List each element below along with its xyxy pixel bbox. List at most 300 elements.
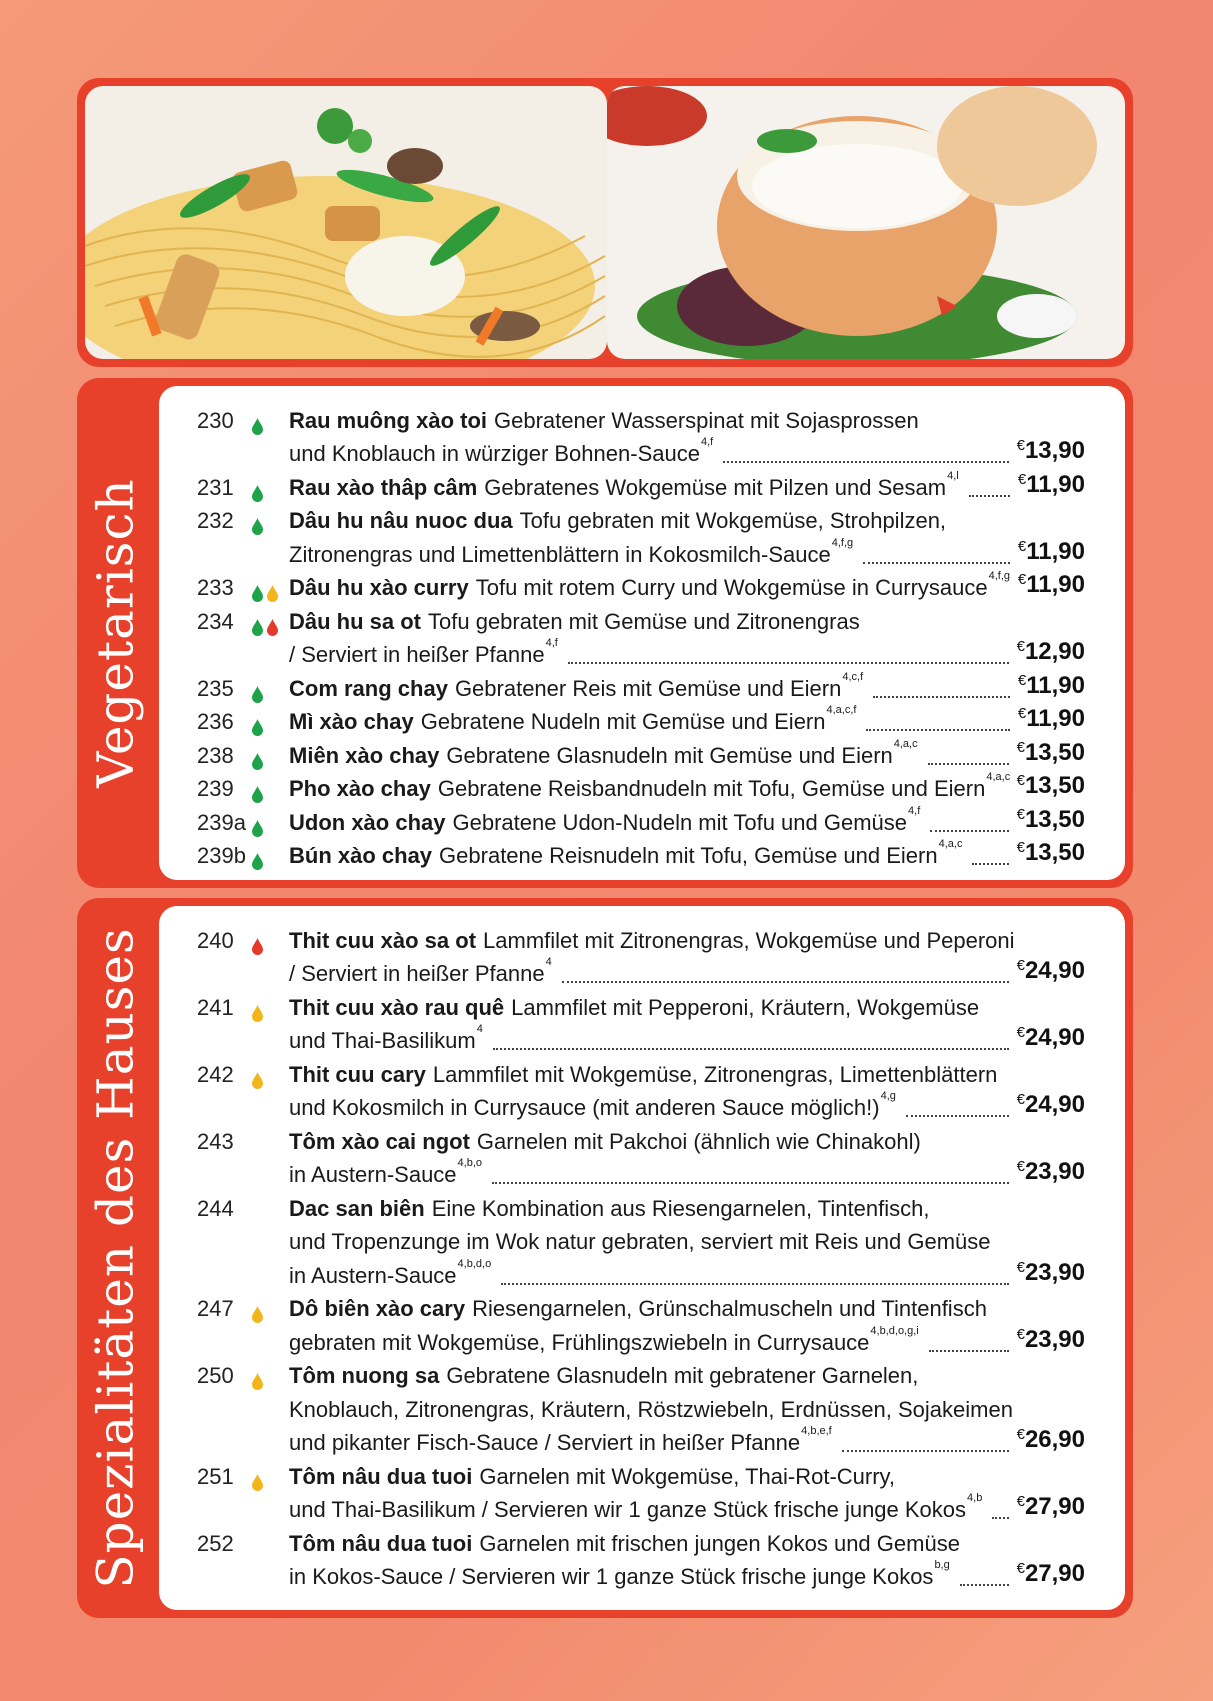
price-value: 24,90 (1024, 1024, 1085, 1051)
vegetarian-leaf-icon (251, 515, 263, 531)
item-name: Bún xào chay (289, 843, 433, 868)
dietary-marks (251, 683, 263, 699)
item-description-line (289, 737, 918, 769)
vegetarian-leaf-icon (251, 616, 263, 632)
dietary-marks (251, 582, 278, 598)
dot-leader (929, 1350, 1009, 1352)
dot-leader (562, 981, 1009, 983)
menu-item (159, 603, 1125, 670)
item-price (1017, 740, 1085, 769)
item-description: Eine Kombination aus Riesengarnelen, Tintenfisch, (431, 1195, 930, 1221)
item-price (1018, 472, 1085, 501)
item-name: Thit cuu xào rau quê (289, 994, 505, 1020)
dietary-marks (251, 482, 263, 498)
dot-leader (873, 696, 1010, 698)
dot-leader (492, 1182, 1009, 1184)
euro-sign: € (1016, 1158, 1025, 1175)
coconut-rice-photo (607, 86, 1125, 359)
dietary-marks (251, 817, 263, 833)
allergen-codes: 4,g (880, 1090, 896, 1102)
dietary-marks (251, 750, 263, 766)
menu-item-line (159, 402, 1125, 436)
item-price (1018, 539, 1085, 568)
price-value: 24,90 (1024, 1091, 1085, 1118)
item-description-line (289, 1363, 918, 1389)
spezialitaeten-section (77, 898, 1133, 1618)
menu-item-line (159, 1291, 1125, 1325)
item-name: Dac san biên (289, 1195, 425, 1221)
item-name: Dô biên xào cary (289, 1296, 466, 1321)
euro-sign: € (1016, 437, 1025, 454)
item-description: und Tropenzunge im Wok natur gebraten, serviert mit Reis und Gemüse (289, 1229, 991, 1254)
item-description: Knoblauch, Zitronengras, Kräutern, Röstzwiebeln, Erdnüssen, Sojakeimen (289, 1396, 1013, 1422)
menu-item-line (159, 1358, 1125, 1392)
price-value: 27,90 (1024, 1493, 1085, 1520)
vegetarian-leaf-icon (251, 850, 263, 866)
mild-chili-icon (251, 1303, 263, 1319)
mild-chili-icon (251, 1471, 263, 1487)
euro-sign: € (1016, 1024, 1025, 1041)
item-price (1017, 773, 1085, 802)
item-name: Com rang chay (289, 675, 448, 701)
dietary-marks (251, 935, 263, 951)
item-number: 239 (197, 776, 234, 801)
allergen-codes: 4,a,c (986, 771, 1011, 783)
euro-sign: € (1016, 738, 1025, 756)
item-description-line (289, 1464, 895, 1490)
mild-chili-icon (251, 1370, 263, 1386)
dot-leader (723, 461, 1009, 463)
item-description-line (289, 570, 1011, 601)
item-description-line (289, 536, 854, 568)
item-name: Tôm nâu dua tuoi (289, 1463, 473, 1489)
item-name: Rau muông xào toi (289, 407, 487, 433)
menu-item-line (159, 1525, 1125, 1559)
euro-sign: € (1016, 638, 1025, 655)
menu-item (159, 704, 1125, 738)
euro-sign: € (1017, 671, 1027, 689)
item-number: 241 (197, 994, 234, 1020)
dietary-marks (251, 616, 278, 632)
allergen-codes: 4,f (700, 436, 714, 448)
menu-item (159, 670, 1125, 704)
dot-leader (568, 662, 1009, 664)
item-description-line (289, 1129, 921, 1155)
allergen-codes: 4 (476, 1023, 483, 1035)
menu-item (159, 1458, 1125, 1525)
item-description-line (289, 771, 1011, 802)
allergen-codes: 4,f (545, 637, 558, 649)
fried-noodles-photo (85, 86, 607, 359)
menu-item (159, 1190, 1125, 1291)
dot-leader (501, 1283, 1009, 1285)
item-number: 242 (197, 1061, 234, 1087)
item-name: Thit cuu xào sa ot (289, 927, 477, 953)
spezialitaeten-item-list (159, 922, 1125, 1592)
allergen-codes: 4,l (947, 469, 959, 482)
item-number: 250 (197, 1363, 234, 1388)
menu-item (159, 1291, 1125, 1358)
menu-item-line (159, 637, 1125, 671)
euro-sign: € (1016, 772, 1025, 789)
menu-item-line (159, 771, 1125, 805)
item-description: Gebratener Wasserspinat mit Sojasprossen (494, 407, 919, 433)
item-price (1017, 1025, 1085, 1054)
menu-item-line (159, 570, 1125, 604)
menu-item-line (159, 503, 1125, 537)
dietary-marks (251, 1069, 263, 1085)
price-value: 13,90 (1024, 437, 1085, 464)
item-description-line (289, 928, 1015, 954)
item-number: 252 (197, 1530, 234, 1556)
menu-item-line (159, 1257, 1125, 1291)
price-value: 23,90 (1024, 1258, 1085, 1286)
allergen-codes: 4 (545, 956, 552, 968)
allergen-codes: 4,b,e,f (801, 1425, 832, 1437)
vegetarian-leaf-icon (251, 582, 263, 598)
menu-item-line (159, 1190, 1125, 1224)
item-number: 234 (197, 608, 234, 634)
menu-item (159, 838, 1125, 872)
vegetarisch-side-title (77, 378, 155, 888)
euro-sign: € (1016, 957, 1025, 974)
item-price (1018, 572, 1085, 601)
vegetarian-leaf-icon (251, 783, 263, 799)
item-description-line (289, 1397, 1013, 1423)
item-description: Gebratene Udon-Nudeln mit Tofu und Gemüse (452, 809, 908, 835)
vegetarian-leaf-icon (251, 415, 263, 431)
vegetarian-leaf-icon (251, 750, 263, 766)
item-description: Garnelen mit Wokgemüse, Thai-Rot-Curry, (479, 1463, 896, 1489)
item-number: 238 (197, 742, 234, 768)
item-number: 233 (197, 575, 234, 600)
menu-item (159, 570, 1125, 604)
item-description-line (289, 436, 714, 467)
item-description-line (289, 1229, 991, 1255)
allergen-codes: b,g (934, 1559, 950, 1571)
menu-item (159, 402, 1125, 469)
item-name: Rau xào thâp câm (289, 474, 478, 500)
item-description-line (289, 1023, 483, 1054)
dietary-marks (251, 1002, 263, 1018)
dietary-marks (251, 1370, 263, 1386)
menu-item-line (159, 956, 1125, 990)
item-description: Gebratene Nudeln mit Gemüse und Eiern (420, 709, 826, 734)
price-value: 11,90 (1026, 705, 1085, 732)
item-description-line (289, 609, 860, 635)
item-description: und Kokosmilch in Currysauce (mit anderen Sauce möglich!) (289, 1095, 880, 1120)
item-description: Riesengarnelen, Grünschalmuscheln und Tintenfisch (472, 1296, 987, 1321)
menu-item-line (159, 1056, 1125, 1090)
menu-item (159, 989, 1125, 1056)
item-price (1017, 1327, 1085, 1356)
item-description-line (289, 1257, 492, 1289)
item-description: Garnelen mit Pakchoi (ähnlich wie Chinakohl) (476, 1128, 921, 1154)
menu-item-line (159, 536, 1125, 570)
item-description: in Austern-Sauce (289, 1262, 457, 1288)
item-description: in Austern-Sauce (289, 1162, 457, 1187)
menu-item-line (159, 469, 1125, 503)
menu-item-line (159, 1391, 1125, 1425)
dot-leader (842, 1450, 1009, 1452)
allergen-codes: 4,b (967, 1492, 983, 1504)
item-description: und Thai-Basilikum (289, 1028, 476, 1053)
item-description: gebraten mit Wokgemüse, Frühlingszwiebeln in Currysauce (289, 1329, 870, 1355)
menu-item-line (159, 1492, 1125, 1526)
allergen-codes: 4,b,d,o (457, 1257, 492, 1270)
menu-item (159, 771, 1125, 805)
item-number: 244 (197, 1195, 234, 1221)
dot-leader (992, 1517, 1009, 1519)
euro-sign: € (1016, 1493, 1025, 1510)
item-number: 236 (197, 709, 234, 734)
price-value: 23,90 (1024, 1325, 1085, 1353)
item-description: Lammfilet mit Zitronengras, Wokgemüse und Peperoni (483, 927, 1015, 953)
menu-item (159, 1123, 1125, 1190)
vegetarian-leaf-icon (251, 683, 263, 699)
allergen-codes: 4,b,d,o,g,i (870, 1324, 919, 1337)
item-description: Lammfilet mit Pepperoni, Kräutern, Wokgemüse (511, 994, 980, 1020)
dietary-marks (251, 783, 263, 799)
menu-item-line (159, 603, 1125, 637)
item-number: 231 (197, 474, 234, 500)
allergen-codes: 4,a,c,f (826, 704, 857, 716)
item-name: Tôm nâu dua tuoi (289, 1530, 473, 1556)
price-value: 27,90 (1024, 1560, 1085, 1587)
hot-chili-icon (266, 616, 278, 632)
item-description-line (289, 804, 921, 836)
menu-item-line (159, 1559, 1125, 1593)
euro-sign: € (1016, 805, 1025, 823)
menu-item-line (159, 704, 1125, 738)
allergen-codes: 4,a,c (938, 838, 963, 850)
item-price (1017, 1427, 1085, 1456)
price-value: 13,50 (1024, 805, 1085, 833)
photo-strip (77, 78, 1133, 367)
item-name: Dâu hu nâu nuoc dua (289, 508, 513, 533)
vegetarisch-panel (159, 386, 1125, 880)
item-description: Gebratene Reisbandnudeln mit Tofu, Gemüse und Eiern (437, 776, 986, 801)
item-name: Udon xào chay (289, 809, 446, 835)
allergen-codes: 4,f,g (988, 570, 1011, 582)
item-description-line (289, 995, 979, 1021)
menu-item-line (159, 1425, 1125, 1459)
item-price (1017, 807, 1085, 836)
item-description-line (289, 1531, 960, 1557)
item-name: Dâu hu sa ot (289, 608, 422, 634)
mild-chili-icon (251, 1002, 263, 1018)
item-description: Gebratene Glasnudeln mit gebratener Garnelen, (446, 1363, 919, 1388)
menu-item (159, 1358, 1125, 1459)
dietary-marks (251, 1303, 263, 1319)
item-description-line (289, 1324, 919, 1356)
dot-leader (972, 863, 1009, 865)
item-description: Gebratene Reisnudeln mit Tofu, Gemüse und Eiern (439, 843, 938, 868)
allergen-codes: 4,f (908, 804, 921, 817)
spezialitaeten-panel (159, 906, 1125, 1610)
dietary-marks (251, 1471, 263, 1487)
item-description-line (289, 670, 864, 702)
euro-sign: € (1016, 1325, 1025, 1343)
item-name: Tôm nuong sa (289, 1363, 440, 1388)
vegetarisch-item-list (159, 402, 1125, 871)
price-value: 26,90 (1024, 1426, 1085, 1453)
item-description-line (289, 1425, 832, 1456)
menu-item (159, 469, 1125, 503)
item-number: 243 (197, 1128, 234, 1154)
price-value: 13,50 (1024, 738, 1085, 766)
allergen-codes: 4,a,c (893, 737, 918, 750)
section-title: Vegetarisch (87, 478, 145, 788)
menu-item-line (159, 989, 1125, 1023)
item-description-line (289, 637, 558, 668)
menu-item-line (159, 1157, 1125, 1191)
item-description-line (289, 838, 963, 869)
item-description-line (289, 1492, 983, 1523)
dot-leader (866, 729, 1010, 731)
item-description: in Kokos-Sauce / Servieren wir 1 ganze Stück frische junge Kokos (289, 1564, 934, 1589)
item-name: Dâu hu xào curry (289, 575, 469, 600)
euro-sign: € (1016, 839, 1025, 856)
item-price (1017, 840, 1085, 869)
menu-item-line (159, 804, 1125, 838)
item-price (1017, 1159, 1085, 1188)
mild-chili-icon (251, 1069, 263, 1085)
menu-item-line (159, 1324, 1125, 1358)
mild-chili-icon (266, 582, 278, 598)
spezialitaeten-side-title (77, 898, 155, 1618)
item-description-line (289, 408, 919, 434)
item-description: Gebratenes Wokgemüse mit Pilzen und Sesam (484, 474, 947, 500)
menu-item (159, 1525, 1125, 1592)
menu-item-line (159, 737, 1125, 771)
vegetarian-leaf-icon (251, 482, 263, 498)
item-number: 230 (197, 407, 234, 433)
item-price (1018, 673, 1085, 702)
item-description: Garnelen mit frischen jungen Kokos und Gemüse (479, 1530, 960, 1556)
dietary-marks (251, 850, 263, 866)
price-value: 13,50 (1024, 772, 1085, 799)
item-number: 235 (197, 675, 234, 701)
price-value: 13,50 (1024, 839, 1085, 866)
item-price (1017, 1494, 1085, 1523)
menu-item-line (159, 838, 1125, 872)
item-description: / Serviert in heißer Pfanne (289, 642, 545, 667)
euro-sign: € (1017, 571, 1027, 588)
item-description: und Knoblauch in würziger Bohnen-Sauce (289, 441, 700, 466)
item-price (1017, 639, 1085, 668)
euro-sign: € (1017, 537, 1027, 555)
item-description: und Thai-Basilikum / Servieren wir 1 ganze Stück frische junge Kokos (289, 1497, 967, 1522)
section-title: Spezialitäten des Hauses (87, 927, 145, 1589)
allergen-codes: 4,b,o (457, 1157, 483, 1169)
item-name: Mì xào chay (289, 709, 414, 734)
menu-item (159, 737, 1125, 771)
euro-sign: € (1016, 1560, 1025, 1577)
euro-sign: € (1017, 470, 1027, 488)
vegetarisch-section (77, 378, 1133, 888)
item-name: Miên xào chay (289, 742, 440, 768)
item-description-line (289, 1196, 929, 1222)
item-description-line (289, 1090, 896, 1121)
item-name: Pho xào chay (289, 776, 431, 801)
item-description: Lammfilet mit Wokgemüse, Zitronengras, Limettenblättern (432, 1061, 998, 1087)
item-name: Tôm xào cai ngot (289, 1128, 470, 1154)
item-description-line (289, 956, 552, 987)
price-value: 11,90 (1026, 537, 1085, 565)
menu-item-line (159, 436, 1125, 470)
vegetarian-leaf-icon (251, 817, 263, 833)
menu-item (159, 503, 1125, 570)
price-value: 23,90 (1024, 1158, 1085, 1185)
euro-sign: € (1016, 1258, 1025, 1276)
dietary-marks (251, 515, 263, 531)
menu-item-line (159, 1224, 1125, 1258)
dietary-marks (251, 716, 263, 732)
price-value: 24,90 (1024, 957, 1085, 984)
vegetarian-leaf-icon (251, 716, 263, 732)
item-description: Gebratene Glasnudeln mit Gemüse und Eiern (446, 742, 893, 768)
menu-item-line (159, 1123, 1125, 1157)
item-description: Tofu gebraten mit Wokgemüse, Strohpilzen, (519, 508, 947, 533)
item-name: Thit cuu cary (289, 1061, 426, 1087)
allergen-codes: 4,f,g (831, 536, 854, 549)
item-description: Zitronengras und Limettenblättern in Kokosmilch-Sauce (289, 541, 831, 567)
menu-item-line (159, 1090, 1125, 1124)
allergen-codes: 4,c,f (842, 670, 864, 683)
item-price (1017, 958, 1085, 987)
item-number: 247 (197, 1296, 234, 1321)
item-number: 251 (197, 1463, 234, 1489)
menu-item-line (159, 1023, 1125, 1057)
item-description: Tofu mit rotem Curry und Wokgemüse in Currysauce (475, 575, 988, 600)
menu-item-line (159, 670, 1125, 704)
item-description-line (289, 1157, 483, 1188)
menu-item (159, 922, 1125, 989)
item-description-line (289, 704, 857, 735)
euro-sign: € (1016, 1091, 1025, 1108)
item-description: Gebratener Reis mit Gemüse und Eiern (454, 675, 842, 701)
euro-sign: € (1017, 705, 1027, 722)
menu-item (159, 804, 1125, 838)
hot-chili-icon (251, 935, 263, 951)
euro-sign: € (1016, 1426, 1025, 1443)
item-price (1018, 706, 1085, 735)
dot-leader (906, 1115, 1009, 1117)
item-description-line (289, 1559, 950, 1590)
price-value: 11,90 (1026, 470, 1085, 498)
price-value: 12,90 (1024, 638, 1085, 665)
item-price (1017, 1092, 1085, 1121)
dot-leader (493, 1048, 1009, 1050)
item-number: 232 (197, 508, 234, 533)
item-description: und pikanter Fisch-Sauce / Serviert in heißer Pfanne (289, 1430, 801, 1455)
item-number: 240 (197, 927, 234, 953)
item-price (1017, 1561, 1085, 1590)
menu-item (159, 1056, 1125, 1123)
item-description: Tofu gebraten mit Gemüse und Zitronengras (428, 608, 860, 634)
item-price (1017, 438, 1085, 467)
menu-item-line (159, 922, 1125, 956)
item-description: / Serviert in heißer Pfanne (289, 961, 545, 986)
item-number: 239b (197, 843, 246, 868)
dot-leader (960, 1584, 1009, 1586)
item-price (1017, 1260, 1085, 1289)
price-value: 11,90 (1026, 671, 1085, 699)
dietary-marks (251, 415, 263, 431)
item-number: 239a (197, 809, 246, 835)
item-description-line (289, 469, 959, 501)
